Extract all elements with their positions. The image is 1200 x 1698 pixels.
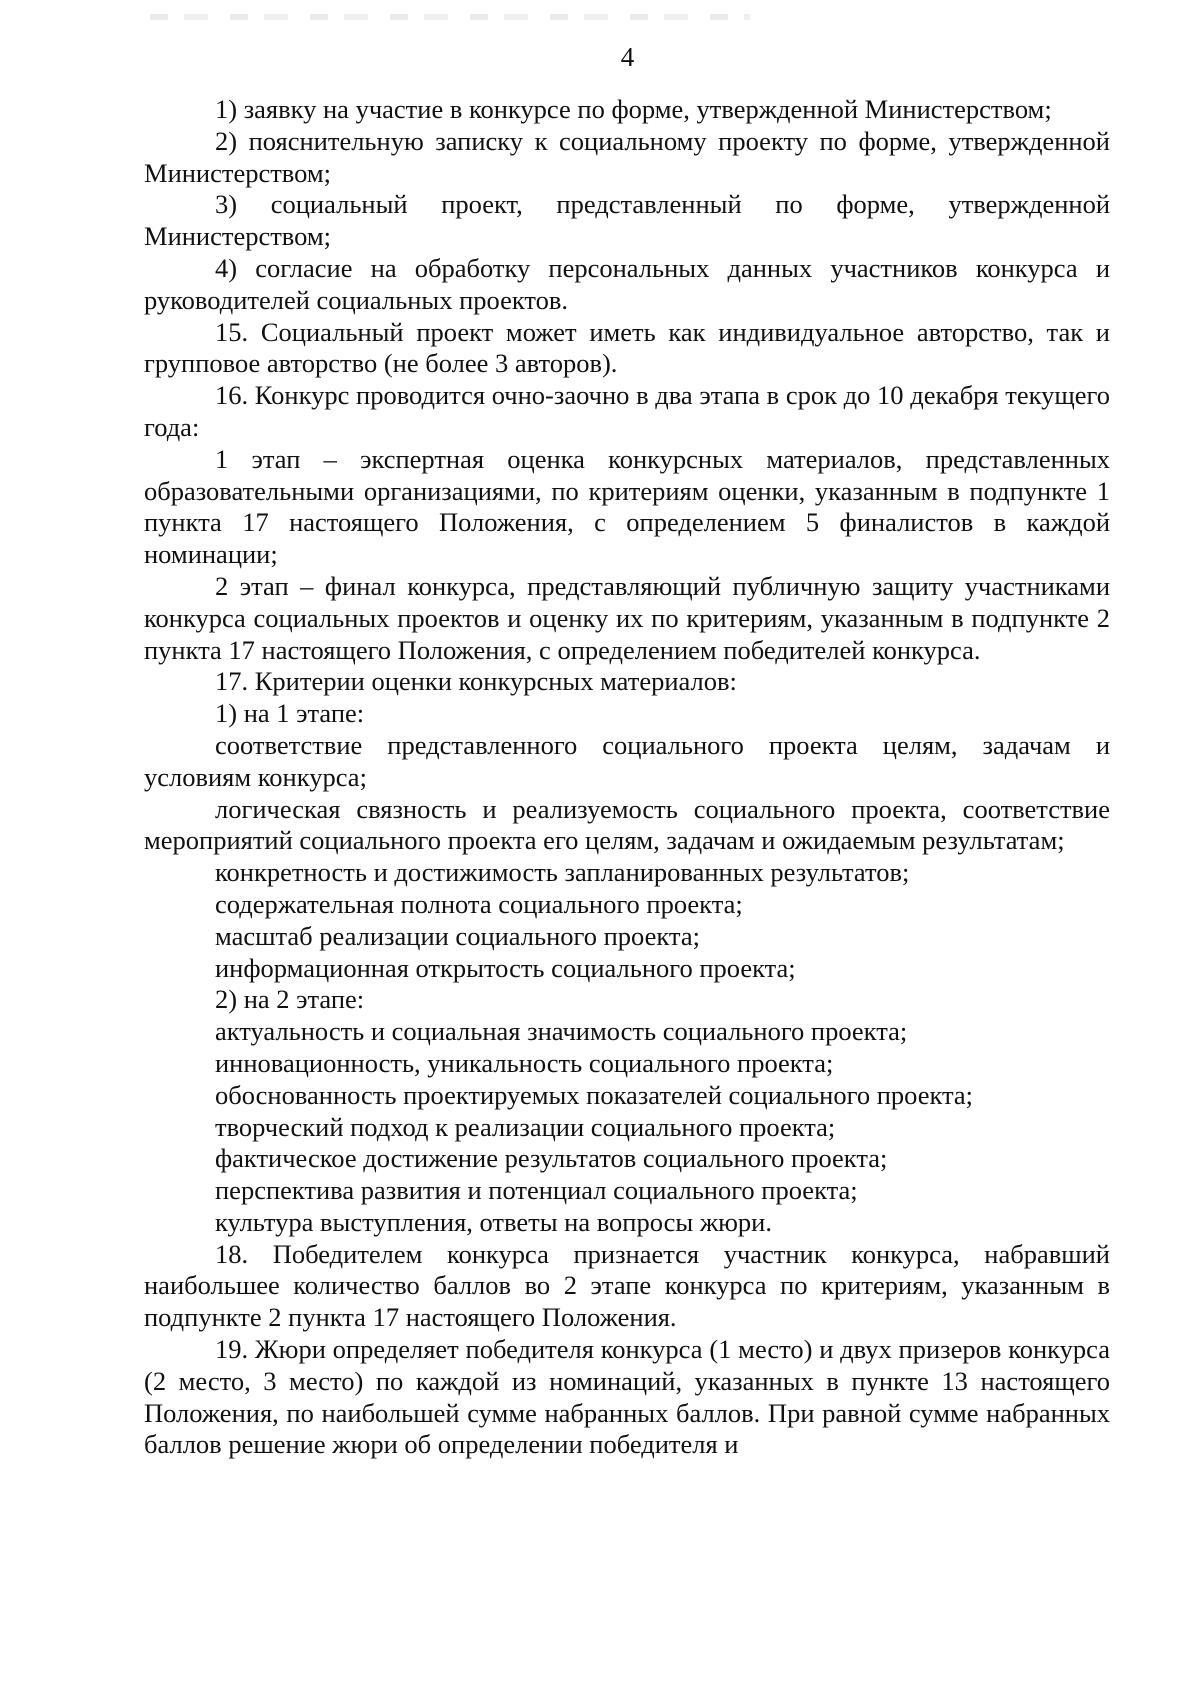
- criteria-stage-1-heading: 1) на 1 этапе:: [215, 698, 365, 729]
- paragraph-19: 19. Жюри определяет победителя конкурса (1 место) и двух призеров конкурса (2 место, 3 место) по каждой из номинаций, указанных в пункте 13 настоящего Положения, по наибольшей сумме набранных баллов. При равной сумме набранных баллов решение жюри об определении победителя и: [144, 1334, 1110, 1460]
- paragraph-16: 16. Конкурс проводится очно-заочно в два этапа в срок до 10 декабря текущего года:: [144, 380, 1110, 442]
- document-body: [144, 94, 1110, 1461]
- paragraph-17: 17. Критерии оценки конкурсных материалов:: [215, 666, 737, 697]
- criterion-item: обоснованность проектируемых показателей социального проекта;: [215, 1079, 974, 1110]
- paragraph-18: 18. Победителем конкурса признается участник конкурса, набравший наибольшее количество баллов во 2 этапе конкурса по критериям, указанным в подпункте 2 пункта 17 настоящего Положения.: [144, 1238, 1110, 1333]
- paragraph-stage-2: 2 этап – финал конкурса, представляющий публичную защиту участниками конкурса социальных проектов и оценку их по критериям, указанным в подпункте 2 пункта 17 настоящего Положения, с определением победителей конкурса.: [144, 570, 1110, 665]
- paragraph-item-3: 3) социальный проект, представленный по форме, утвержденной Министерством;: [144, 189, 1110, 252]
- paragraph-item-4: 4) согласие на обработку персональных данных участников конкурса и руководителей социальных проектов.: [144, 252, 1110, 315]
- criterion-item: творческий подход к реализации социального проекта;: [215, 1111, 836, 1142]
- scan-artifact: [150, 14, 750, 20]
- criterion-item: логическая связность и реализуемость социального проекта, соответствие мероприятий социального проекта его целям, задачам и ожидаемым результатам;: [144, 793, 1110, 856]
- criteria-stage-2-heading: 2) на 2 этапе:: [215, 984, 365, 1015]
- criterion-item: масштаб реализации социального проекта;: [215, 920, 700, 951]
- criterion-item: культура выступления, ответы на вопросы жюри.: [215, 1206, 772, 1237]
- criterion-item: инновационность, уникальность социального проекта;: [215, 1047, 834, 1078]
- paragraph-item-2: 2) пояснительную записку к социальному проекту по форме, утвержденной Министерством;: [144, 125, 1110, 188]
- criterion-item: перспектива развития и потенциал социального проекта;: [215, 1175, 858, 1206]
- criterion-item: соответствие представленного социального проекта целям, задачам и условиям конкурса;: [144, 729, 1110, 792]
- paragraph-stage-1: 1 этап – экспертная оценка конкурсных материалов, представленных образовательными организациями, по критериям оценки, указанным в подпункте 1 пункта 17 настоящего Положения, с определением 5 финалистов в каждой номинации;: [144, 443, 1110, 570]
- criterion-item: содержательная полнота социального проекта;: [215, 888, 743, 919]
- paragraph-15: 15. Социальный проект может иметь как индивидуальное авторство, так и групповое авторство (не более 3 авторов).: [144, 316, 1110, 379]
- criterion-item: конкретность и достижимость запланированных результатов;: [215, 857, 910, 888]
- paragraph-item-1: 1) заявку на участие в конкурсе по форме, утвержденной Министерством;: [215, 94, 1052, 124]
- criterion-item: информационная открытость социального проекта;: [215, 952, 796, 983]
- page-number: 4: [620, 42, 635, 72]
- criterion-item: фактическое достижение результатов социального проекта;: [215, 1143, 888, 1174]
- criterion-item: актуальность и социальная значимость социального проекта;: [215, 1016, 908, 1047]
